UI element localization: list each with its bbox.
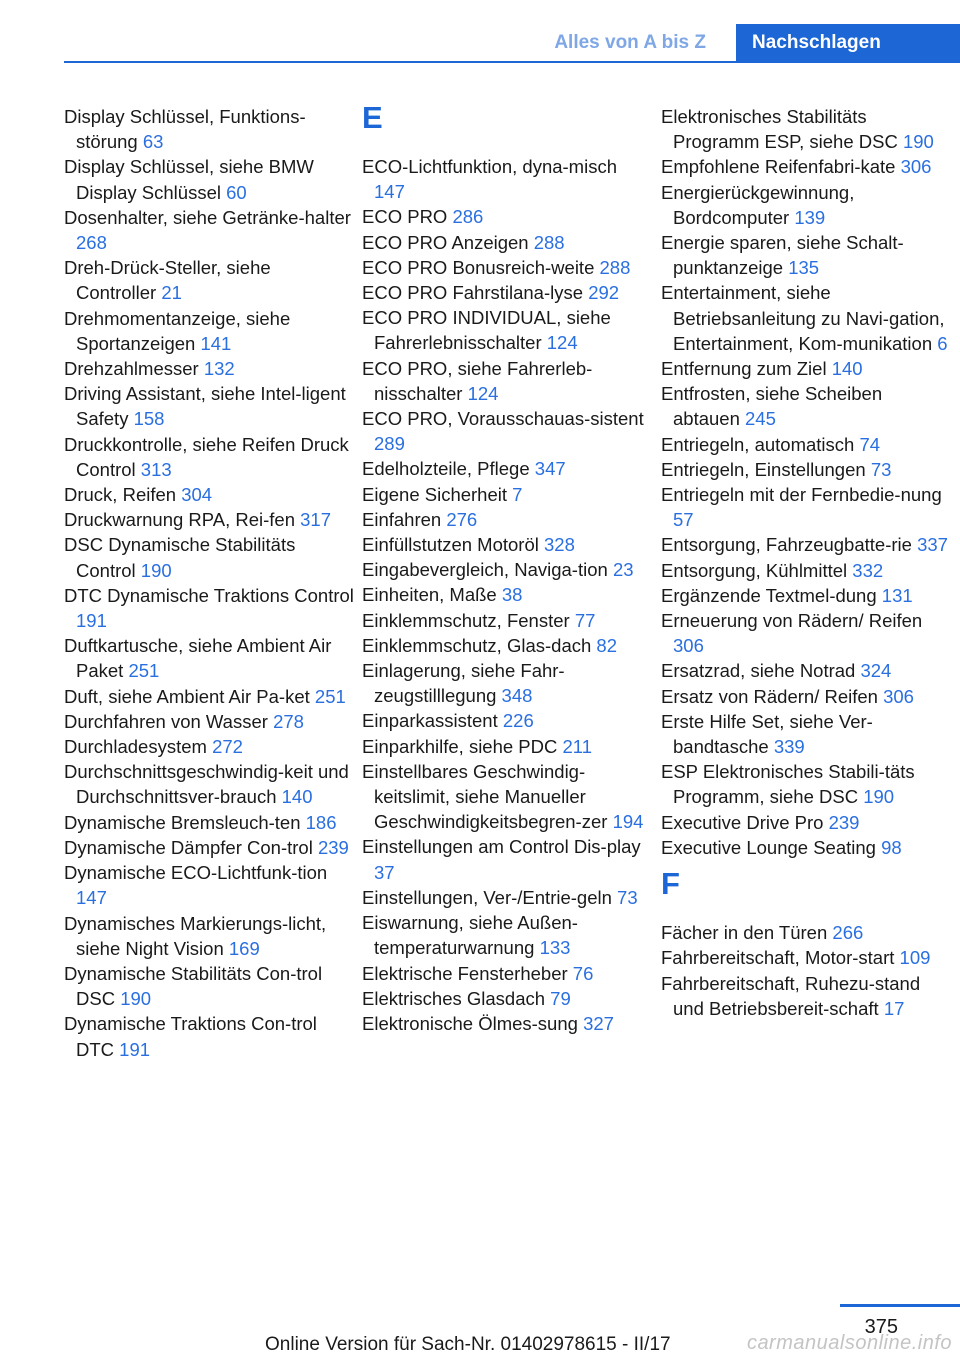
index-entry — [64, 835, 354, 860]
index-entry — [661, 180, 951, 230]
page-reference-link[interactable]: 190 — [120, 988, 152, 1010]
index-entry — [661, 381, 951, 431]
index-entry — [661, 558, 951, 583]
index-entry-text: ECO PRO, siehe Fahrerleb-nisschalter — [362, 357, 593, 404]
index-entry — [661, 759, 951, 809]
index-entry — [64, 507, 354, 532]
page-reference-link[interactable]: 317 — [300, 509, 332, 531]
index-entry-text: DSC Dynamische Stabilitäts Control — [64, 534, 296, 581]
index-entry — [661, 432, 951, 457]
index-letter-heading: F — [661, 866, 680, 902]
index-entry-text: Eingabevergleich, Naviga-tion — [362, 559, 613, 581]
index-entry-text: Ersatz von Rädern/ Reifen — [661, 685, 884, 707]
page-reference-link[interactable]: 79 — [550, 987, 571, 1009]
index-entry-text: ECO-Lichtfunktion, dyna-misch — [362, 156, 617, 177]
footer-rule — [840, 1304, 960, 1307]
page-reference-link[interactable]: 306 — [673, 635, 704, 657]
index-entry-text: Druckwarnung RPA, Rei-fen — [64, 509, 301, 531]
index-entry-text: Entfernung zum Ziel — [661, 358, 832, 380]
index-column-3 — [661, 104, 951, 1021]
index-entry — [64, 759, 354, 809]
page-reference-link[interactable]: 332 — [852, 559, 884, 581]
index-entry-text: Dynamisches Markierungs-licht, siehe Night Vision — [64, 912, 327, 959]
index-entry-text: Einstellungen, Ver-/Entrie-geln — [362, 886, 618, 908]
page-reference-link[interactable]: 272 — [212, 736, 243, 758]
index-entry — [64, 734, 354, 759]
index-entry — [362, 759, 652, 835]
page-reference-link[interactable]: 57 — [673, 509, 694, 531]
index-entry — [661, 482, 951, 532]
index-entry-text: Einfüllstutzen Motoröl — [362, 534, 545, 556]
index-entry-text: Display Schlüssel, Funktions-störung — [64, 106, 306, 153]
index-entry-text: Dosenhalter, siehe Getränke-halter — [64, 206, 351, 228]
index-entry — [64, 482, 354, 507]
section-title: Alles von A bis Z — [554, 32, 706, 53]
index-entry — [64, 255, 354, 305]
index-entry — [362, 532, 652, 557]
index-entry — [64, 810, 354, 835]
index-entry-text: Dynamische ECO-Lichtfunk-tion — [64, 862, 328, 884]
header-rule — [64, 61, 960, 63]
index-entry — [64, 154, 354, 204]
index-entry — [64, 911, 354, 961]
index-entry-text: Einfahren — [362, 508, 447, 530]
page-reference-link[interactable]: 7 — [512, 483, 523, 505]
index-entry-text: Executive Drive Pro — [661, 811, 829, 833]
page-reference-link[interactable]: 194 — [612, 811, 644, 833]
page-reference-link[interactable]: 239 — [317, 836, 349, 858]
index-entry — [362, 356, 652, 406]
index-entry — [362, 456, 652, 481]
page-reference-link[interactable]: 191 — [119, 1038, 151, 1060]
index-entry — [661, 154, 951, 179]
index-entry-text: ECO PRO Bonusreich-weite — [362, 256, 600, 278]
page-reference-link[interactable]: 38 — [501, 584, 523, 606]
page-reference-link[interactable]: 268 — [76, 232, 107, 254]
page-reference-link[interactable]: 76 — [572, 962, 594, 984]
index-entry-text: Durchschnittsgeschwindig-keit und Durchschnittsver-brauch — [64, 761, 349, 808]
index-entry-text: Ersatzrad, siehe Notrad — [661, 660, 861, 682]
index-entry-text: DTC Dynamische Traktions Control — [64, 584, 354, 606]
index-entry-text: Entsorgung, Fahrzeugbatte-rie — [661, 534, 918, 556]
index-entry — [661, 835, 951, 860]
index-entry-text: Einklemmschutz, Fenster — [362, 609, 575, 631]
index-entry — [661, 356, 951, 381]
index-entry-text: Ergänzende Textmel-dung — [661, 584, 882, 606]
index-entry — [64, 104, 354, 154]
index-entry-text: Einlagerung, siehe Fahr-zeugstilllegung — [362, 660, 565, 707]
index-entry — [362, 255, 652, 280]
index-entry-text: Entriegeln, automatisch — [661, 433, 860, 455]
page-reference-link[interactable]: 124 — [546, 332, 578, 354]
page-reference-link[interactable]: 190 — [140, 559, 172, 581]
page-reference-link[interactable]: 313 — [140, 458, 172, 480]
page-reference-link[interactable]: 288 — [533, 231, 565, 253]
page-reference-link[interactable]: 131 — [881, 584, 913, 606]
index-entry-text: Energierückgewinnung, Bordcomputer — [661, 181, 855, 228]
index-entry-text: Durchfahren von Wasser — [64, 710, 274, 732]
page-reference-link[interactable]: 141 — [200, 332, 232, 354]
index-entry-text: Eigene Sicherheit — [362, 483, 513, 505]
index-entry — [362, 986, 652, 1011]
page-reference-link[interactable]: 191 — [76, 610, 107, 632]
index-entry-text: Dreh-Drück-Steller, siehe Controller — [64, 257, 271, 304]
index-column-1 — [64, 104, 354, 1062]
index-entry-text: Druckkontrolle, siehe Reifen Druck Control — [64, 433, 349, 480]
index-entry — [661, 280, 951, 356]
index-entry — [64, 860, 354, 910]
index-entry — [661, 608, 951, 658]
page-reference-link[interactable]: 337 — [917, 534, 948, 556]
page-reference-link[interactable]: 77 — [574, 609, 596, 631]
index-entry-text: Drehzahlmesser — [64, 358, 204, 380]
index-entry-text: Durchladesystem — [64, 736, 213, 758]
page-reference-link[interactable]: 133 — [539, 937, 571, 959]
page-reference-link[interactable]: 135 — [788, 257, 820, 279]
page-reference-link[interactable]: 124 — [467, 382, 499, 404]
watermark: carmanualsonline.info — [746, 1332, 952, 1354]
index-entry-text: Drehmomentanzeige, siehe Sportanzeigen — [64, 307, 291, 354]
index-entry-text: Entertainment, siehe Betriebsanleitung zu Navi-gation, Entertainment, Kom-munikation — [661, 282, 945, 354]
index-entry-text: Empfohlene Reifenfabri-kate — [661, 156, 901, 178]
index-entry — [362, 557, 652, 582]
page-reference-link[interactable]: 23 — [612, 559, 634, 581]
index-entry — [64, 356, 354, 381]
index-entry — [64, 381, 354, 431]
page-reference-link[interactable]: 289 — [374, 433, 405, 455]
index-entry — [362, 708, 652, 733]
index-entry — [362, 608, 652, 633]
index-entry — [362, 582, 652, 607]
index-entry — [64, 306, 354, 356]
page-reference-link[interactable]: 292 — [588, 282, 620, 304]
index-entry — [661, 104, 951, 154]
page-reference-link[interactable]: 190 — [902, 131, 934, 153]
page-reference-link[interactable]: 140 — [281, 786, 313, 808]
index-entry-text: Entfrosten, siehe Scheiben abtauen — [661, 383, 883, 430]
page-reference-link[interactable]: 239 — [828, 811, 860, 833]
page-reference-link[interactable]: 190 — [863, 786, 895, 808]
index-entry — [64, 532, 354, 582]
index-entry-text: Einstellungen am Control Dis-play — [362, 836, 641, 858]
index-column-2 — [362, 100, 652, 1036]
index-letter-heading: E — [362, 100, 383, 135]
index-entry-text: Dynamische Stabilitäts Con-trol DSC — [64, 962, 323, 1010]
index-entry-text: Einheiten, Maße — [362, 584, 502, 606]
index-entry — [64, 205, 354, 255]
index-entry-text: Display Schlüssel, siehe BMW Display Schlüssel — [64, 156, 314, 203]
index-entry-text: Entriegeln, Einstellungen — [661, 458, 871, 480]
page-reference-link[interactable]: 286 — [452, 206, 484, 228]
page-header — [0, 24, 960, 62]
page-reference-link[interactable]: 132 — [203, 358, 235, 380]
page-reference-link[interactable]: 37 — [374, 861, 395, 883]
page-reference-link[interactable]: 74 — [859, 433, 881, 455]
index-entry — [64, 961, 354, 1011]
index-entry-text: Energie sparen, siehe Schalt-punktanzeige — [661, 232, 904, 279]
index-entry-text: Elektrische Fensterheber — [362, 962, 573, 984]
index-entry-text: ECO PRO Fahrstilana-lyse — [362, 282, 589, 304]
index-entry — [362, 834, 652, 884]
page-reference-link[interactable]: 211 — [562, 735, 593, 757]
page-reference-link[interactable]: 347 — [534, 458, 566, 480]
index-entry — [362, 734, 652, 759]
index-entry-text: Dynamische Dämpfer Con-trol — [64, 836, 318, 858]
index-entry — [64, 583, 354, 633]
page-reference-link[interactable]: 251 — [314, 685, 346, 707]
page-reference-link[interactable]: 266 — [832, 922, 864, 944]
index-entry — [64, 1011, 354, 1061]
index-entry-text: Dynamische Traktions Con-trol DTC — [64, 1013, 317, 1060]
index-entry — [661, 709, 951, 759]
index-entry — [661, 684, 951, 709]
index-entry-text: Eiswarnung, siehe Außen-temperaturwarnung — [362, 912, 578, 959]
page-reference-link[interactable]: 109 — [899, 947, 931, 969]
index-entry — [362, 507, 652, 532]
index-entry — [64, 432, 354, 482]
index-entry-text: Fahrbereitschaft, Motor-start — [661, 947, 900, 969]
index-entry — [661, 810, 951, 835]
page-reference-link[interactable]: 306 — [900, 156, 932, 178]
page-reference-link[interactable]: 140 — [831, 358, 863, 380]
index-entry — [362, 885, 652, 910]
index-entry-text: Erste Hilfe Set, siehe Ver-bandtasche — [661, 710, 873, 758]
page-reference-link[interactable]: 73 — [617, 886, 638, 908]
index-entry — [362, 1011, 652, 1036]
page-reference-link[interactable]: 147 — [374, 181, 405, 203]
page-reference-link[interactable]: 169 — [228, 937, 260, 959]
index-entry — [64, 709, 354, 734]
index-entry-text: Executive Lounge Seating — [661, 836, 882, 858]
page-reference-link[interactable]: 158 — [133, 408, 165, 430]
index-entry — [661, 457, 951, 482]
index-entry — [661, 945, 951, 970]
page-reference-link[interactable]: 278 — [273, 710, 304, 732]
page-reference-link[interactable]: 251 — [128, 660, 160, 682]
page-reference-link[interactable]: 328 — [544, 534, 575, 556]
index-entry — [362, 154, 652, 204]
page-reference-link[interactable]: 348 — [501, 685, 533, 707]
index-entry-text: Dynamische Bremsleuch-ten — [64, 811, 306, 833]
index-entry-text: Duft, siehe Ambient Air Pa-ket — [64, 685, 315, 707]
index-entry — [362, 406, 652, 456]
index-entry-text: Fahrbereitschaft, Ruhezu-stand und Betriebsbereit-schaft — [661, 972, 921, 1019]
index-entry-text: Driving Assistant, siehe Intel-ligent Safety — [64, 383, 346, 430]
index-entry — [661, 532, 951, 557]
index-entry-text: ECO PRO Anzeigen — [362, 231, 534, 253]
index-entry-text: Edelholzteile, Pflege — [362, 458, 535, 480]
index-entry-text: ESP Elektronisches Stabili-täts Programm, siehe DSC — [661, 761, 915, 808]
page-reference-link[interactable]: 327 — [583, 1012, 614, 1034]
index-entry-text: Einparkhilfe, siehe PDC — [362, 735, 563, 757]
page-reference-link[interactable]: 304 — [181, 484, 213, 506]
index-entry — [661, 658, 951, 683]
page-reference-link[interactable]: 63 — [142, 131, 164, 153]
page-reference-link[interactable]: 82 — [596, 634, 617, 656]
index-entry-text: Elektronisches Stabilitäts Programm ESP, siehe DSC — [661, 106, 903, 153]
index-entry-text: Elektrisches Glasdach — [362, 987, 551, 1009]
page-reference-link[interactable]: 276 — [446, 508, 478, 530]
page-reference-link[interactable]: 245 — [745, 408, 776, 430]
index-entry — [362, 961, 652, 986]
page-reference-link[interactable]: 147 — [76, 887, 107, 909]
index-entry — [362, 230, 652, 255]
page-reference-link[interactable]: 73 — [870, 458, 892, 480]
chapter-tab[interactable]: Nachschlagen — [736, 24, 960, 62]
index-entry — [661, 971, 951, 1021]
index-entry-text: Entriegeln mit der Fernbedie-nung — [661, 484, 942, 506]
index-entry — [362, 658, 652, 708]
page-reference-link[interactable]: 17 — [883, 997, 905, 1019]
index-entry — [661, 230, 951, 280]
page-reference-link[interactable]: 21 — [161, 282, 182, 304]
index-entry-text: ECO PRO — [362, 206, 453, 228]
page-reference-link[interactable]: 288 — [599, 256, 631, 278]
index-entry — [362, 482, 652, 507]
index-entry-text: Fächer in den Türen — [661, 922, 833, 944]
index-entry-text: Entsorgung, Kühlmittel — [661, 559, 853, 581]
index-entry-text: Einparkassistent — [362, 710, 503, 732]
index-entry-text: ECO PRO, Vorausschauas-sistent — [362, 408, 644, 430]
index-entry — [661, 920, 951, 945]
index-entry — [362, 305, 652, 355]
index-entry-text: Elektronische Ölmes-sung — [362, 1012, 584, 1034]
index-entry — [362, 910, 652, 960]
page-reference-link[interactable]: 6 — [937, 332, 948, 354]
index-entry-text: ECO PRO INDIVIDUAL, siehe Fahrerlebnisschalter — [362, 307, 611, 354]
index-entry — [64, 684, 354, 709]
page-reference-link[interactable]: 226 — [502, 710, 534, 732]
page-reference-link[interactable]: 324 — [860, 660, 892, 682]
index-entry — [362, 204, 652, 229]
page-reference-link[interactable]: 339 — [773, 736, 805, 758]
page-reference-link[interactable]: 139 — [794, 206, 826, 228]
index-entry-text: Einklemmschutz, Glas-dach — [362, 634, 597, 656]
page-number: 375 — [864, 1316, 898, 1338]
index-entry — [661, 583, 951, 608]
index-entry-text: Erneuerung von Rädern/ Reifen — [661, 610, 923, 632]
index-entry-text: Einstellbares Geschwindig-keitslimit, siehe Manueller Geschwindigkeitsbegren-zer — [362, 760, 613, 833]
index-entry — [64, 633, 354, 683]
index-entry-text: Duftkartusche, siehe Ambient Air Paket — [64, 635, 332, 682]
index-entry — [362, 633, 652, 658]
index-entry-text: Druck, Reifen — [64, 484, 182, 506]
page-reference-link[interactable]: 98 — [881, 836, 902, 858]
page-reference-link[interactable]: 60 — [226, 181, 247, 203]
page-reference-link[interactable]: 306 — [883, 685, 914, 707]
index-entry — [362, 280, 652, 305]
page-reference-link[interactable]: 186 — [305, 811, 337, 833]
online-version-note: Online Version für Sach-Nr. 01402978615 - II/17 — [265, 1334, 671, 1355]
